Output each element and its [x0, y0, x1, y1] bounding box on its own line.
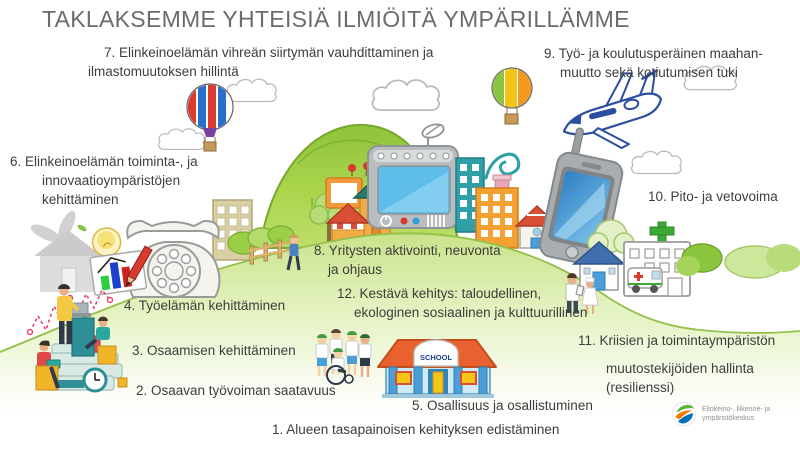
label-item-5 [412, 396, 593, 415]
label-line: muutto sekä kotiutumisen tuki [560, 65, 738, 80]
logo-text-line1: Elinkeino-, liikenne- ja [702, 406, 771, 413]
label-line: 6. Elinkeinoelämän toiminta-, ja [10, 154, 198, 169]
label-item-2 [136, 381, 336, 400]
label-item-12 [337, 284, 587, 322]
label-line: muutostekijöiden hallinta [606, 361, 754, 376]
label-line: 11. Kriisien ja toimintaympäristön [578, 333, 776, 348]
label-line: 12. Kestävä kehitys: taloudellinen, [337, 286, 542, 301]
windmill-house [28, 208, 102, 292]
label-line: (resilienssi) [606, 380, 675, 395]
label-line: 8. Yritysten aktivointi, neuvonta [314, 243, 501, 258]
logo-text [702, 405, 770, 423]
hot-air-balloon-orange-green-icon [492, 68, 532, 124]
label-item-6 [10, 152, 198, 209]
label-item-9 [544, 44, 763, 82]
teal-swirl-icon [486, 154, 519, 178]
ely-logo-icon [672, 402, 696, 426]
school-building [378, 340, 496, 398]
label-text: 5. Osallisuus ja osallistuminen [412, 398, 593, 413]
school-sign-text: SCHOOL [419, 353, 453, 362]
label-text: 3. Osaamisen kehittäminen [132, 343, 296, 358]
label-line: kehittäminen [42, 192, 119, 207]
label-item-8 [314, 241, 501, 279]
label-item-1 [272, 420, 559, 439]
label-line: ja ohjaus [328, 262, 383, 277]
label-item-10 [648, 187, 778, 206]
label-item-7 [88, 43, 433, 81]
label-item-3 [132, 341, 296, 360]
label-line: ilmastomuutoksen hillintä [88, 64, 239, 79]
right-bushes [676, 244, 800, 278]
label-line: innovaatioympäristöjen [42, 173, 181, 188]
label-item-11 [578, 331, 775, 397]
ely-keskus-logo [672, 402, 770, 426]
page-title: TAKLAKSEMME YHTEISIÄ ILMIÖITÄ YMPÄRILLÄMME [42, 6, 630, 32]
label-text: 1. Alueen tasapainoisen kehityksen edistäminen [272, 422, 560, 437]
label-text: 10. Pito- ja vetovoima [648, 189, 778, 204]
label-line: 7. Elinkeinoelämän vihreän siirtymän vauhdittaminen ja [104, 45, 434, 60]
label-text: 4. Työelämän kehittäminen [124, 298, 286, 313]
logo-text-line2: ympäristökeskus [702, 415, 755, 422]
label-item-4 [124, 296, 285, 315]
label-text: 2. Osaavan työvoiman saatavuus [136, 383, 336, 398]
label-line: ekologinen sosiaalinen ja kulttuurillinen [354, 305, 588, 320]
label-line: 9. Työ- ja koulutusperäinen maahan- [544, 46, 763, 61]
